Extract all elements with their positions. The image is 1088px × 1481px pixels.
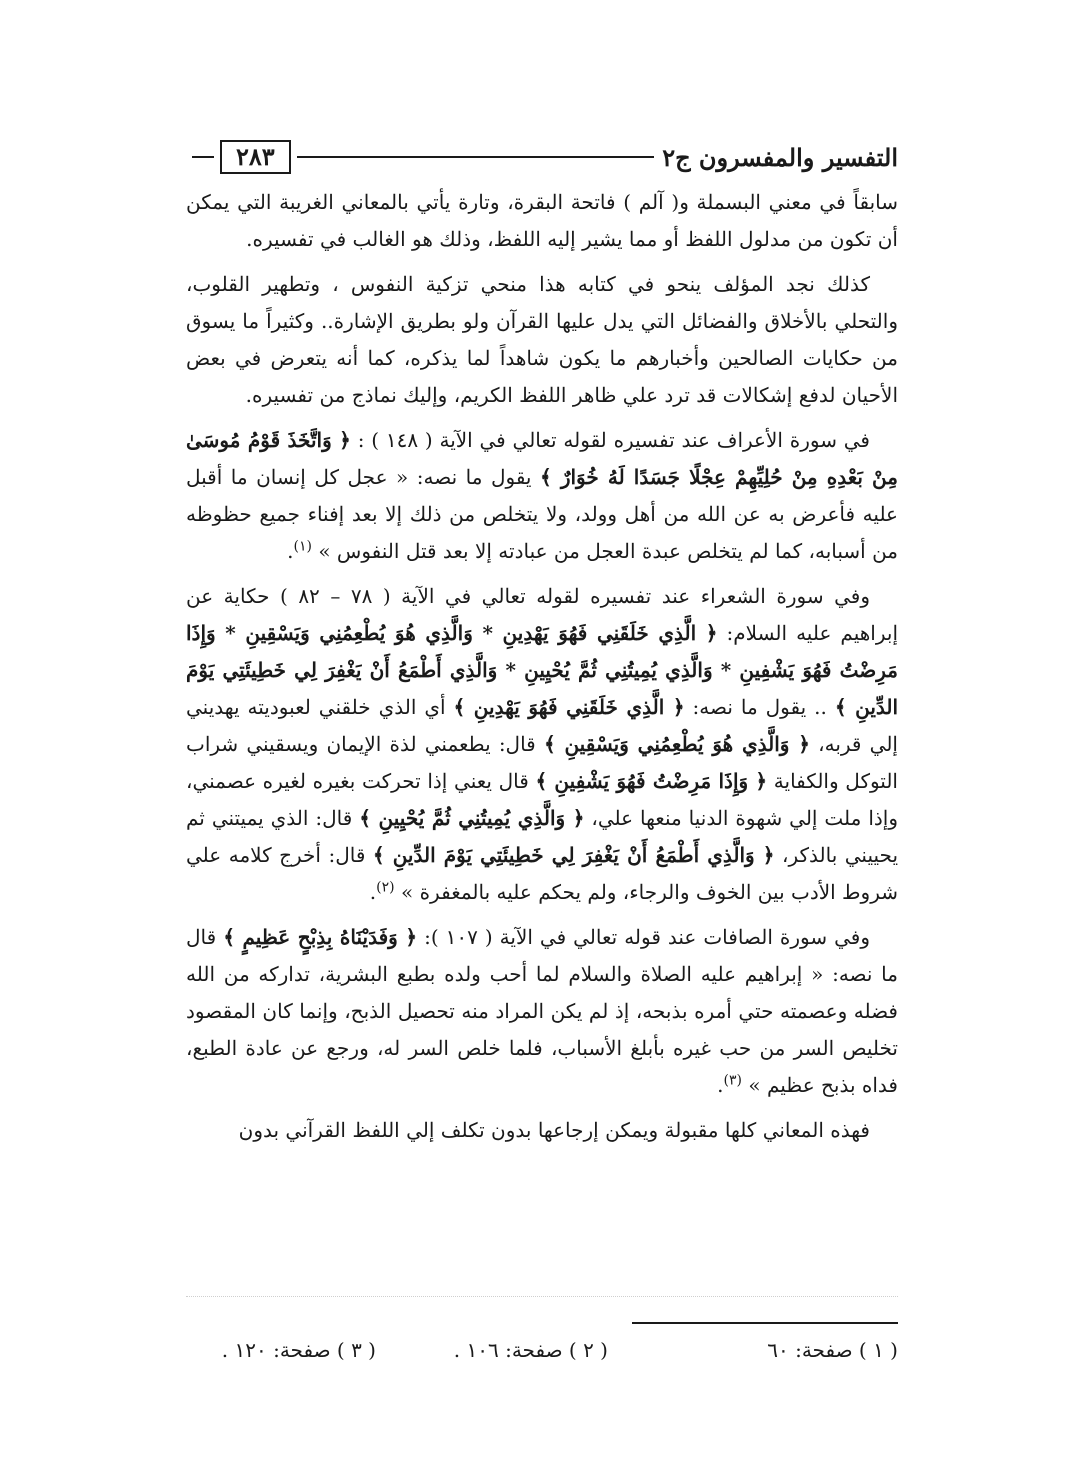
quran-verse: ﴿ الَّذِي خَلَقَنِي فَهُوَ يَهْدِينِ ﴾	[453, 695, 685, 719]
paragraph-5	[186, 919, 898, 1104]
text: وفي سورة الصافات عند قوله تعالي في الآية ( ١٠٧ ):	[424, 925, 871, 949]
footnote-separator	[632, 1322, 898, 1324]
page-number: ٢٨٣	[220, 140, 291, 174]
header-rule-right	[297, 156, 655, 158]
text: قال يعني إذا تحركت بغيره لغيره عصمني، وإذا ملت إلي شهوة الدنيا منعها علي،	[186, 769, 898, 830]
text: في سورة الأعراف عند تفسيره لقوله تعالي في الآية ( ١٤٨ ) :	[357, 428, 870, 452]
quran-verse: ﴿ وَالَّذِي يُمِيتُنِي ثُمَّ يُحْيِينِ ﴾	[359, 806, 585, 830]
text: .	[717, 1073, 724, 1097]
text: .	[369, 880, 377, 904]
paragraph-3	[186, 422, 898, 570]
header-rule-left	[192, 156, 214, 158]
quran-verse: ﴿ وَإِذَا مَرِضْتُ فَهُوَ يَشْفِينِ ﴾	[535, 769, 768, 793]
paragraph-1: سابقاً في معني البسملة و( آلم ) فاتحة البقرة، وتارة يأتي بالمعاني الغريبة التي يمكن أن تكون من مدلول اللفظ أو مما يشير إليه اللفظ، وذلك هو الغالب في تفسيره.	[186, 190, 898, 251]
text: .. يقول ما نصه:	[692, 695, 827, 719]
footnote-ref: (٣)	[723, 1072, 742, 1089]
footnote-ref: (١)	[293, 538, 312, 555]
paragraph-2: كذلك نجد المؤلف ينحو في كتابه هذا منحي تزكية النفوس ، وتطهير القلوب، والتحلي بالأخلاق والفضائل التي يدل عليها القرآن ولو بطريق الإشارة.. وكثيراً ما يسوق من حكايات الصالحين وأخبارهم ما يكون شاهداً لما يذكره، كما أنه يتعرض في بعض الأحيان لدفع إشكالات قد ترد علي ظاهر اللفظ الكريم، وإليك نماذج من تفسيره.	[186, 272, 898, 407]
footnote-ref: (٢)	[376, 879, 395, 896]
header-title: التفسير والمفسرون ج٢	[662, 142, 898, 172]
footnote-2: ( ٢ ) صفحة: ١٠٦ .	[453, 1338, 608, 1362]
body-text	[186, 184, 898, 1157]
footnotes	[186, 1338, 898, 1372]
quran-verse: ﴿ وَالَّذِي هُوَ يُطْعِمُنِي وَيَسْقِينِ ﴾	[543, 732, 810, 756]
text: قال: أخرج كلامه علي شروط الأدب بين الخوف والرجاء، ولم يحكم عليه بالمغفرة »	[186, 843, 898, 904]
text: قال: الذي يميتني ثم يحييني بالذكر،	[186, 806, 899, 867]
quran-verse: ﴿ الَّذِي خَلَقَنِي فَهُوَ يَهْدِينِ * وَالَّذِي هُوَ يُطْعِمُنِي وَيَسْقِينِ * وَإِذَا مَرِضْتُ فَهُوَ يَشْفِينِ * وَالَّذِي يُمِيتُنِي ثُمَّ يُحْيِينِ * وَالَّذِي أَطْمَعُ أَنْ يَغْفِرَ لِي خَطِيئَتِي يَوْمَ الدِّينِ ﴾	[186, 621, 899, 719]
quran-verse: ﴿ وَاتَّخَذَ قَوْمُ مُوسَىٰ مِنْ بَعْدِهِ مِنْ حُلِيِّهِمْ عِجْلًا جَسَدًا لَهُ خُوَارٌ ﴾	[186, 428, 898, 489]
text: .	[287, 539, 294, 563]
quran-verse: ﴿ وَفَدَيْنَاهُ بِذِبْحٍ عَظِيمٍ ﴾	[223, 925, 418, 949]
running-header	[186, 137, 898, 177]
quran-verse: ﴿ وَالَّذِي أَطْمَعُ أَنْ يَغْفِرَ لِي خَطِيئَتِي يَوْمَ الدِّينِ ﴾	[372, 843, 775, 867]
text: أي الذي خلقني لعبوديته يهديني إلي قربه،	[186, 695, 898, 756]
text: وفي سورة الشعراء عند تفسيره لقوله تعالي في الآية ( ٧٨ – ٨٢ ) حكاية عن إبراهيم عليه السلام:	[186, 584, 899, 645]
text: قال: يطعمني لذة الإيمان ويسقيني شراب التوكل والكفاية	[186, 732, 898, 793]
paragraph-4	[186, 578, 898, 911]
footnote-3: ( ٣ ) صفحة: ١٢٠ .	[221, 1338, 376, 1362]
bleed-through-line	[186, 1296, 898, 1297]
text: يقول ما نصه: « عجل كل إنسان ما أقبل عليه فأعرض به عن الله من أهل وولد، ولا يتخلص من ذلك إلا بعد إفناء جميع حظوظه من أسبابه، كما لم يتخلص عبدة العجل من عبادته إلا بعد قتل النفوس »	[186, 465, 898, 563]
footnote-1: ( ١ ) صفحة: ٦٠	[767, 1338, 898, 1362]
paragraph-6: فهذه المعاني كلها مقبولة ويمكن إرجاعها بدون تكلف إلي اللفظ القرآني بدون	[238, 1118, 870, 1142]
text: قال ما نصه: « إبراهيم عليه الصلاة والسلام لما أحب ولده بطبع البشرية، تداركه من الله فضله وعصمته حتي أمره بذبحه، إذ لم يكن المراد منه تحصيل الذبح، وإنما كان المقصود تخليص السر من حب غيره بأبلغ الأسباب، فلما خلص السر له، ورجع عن عادة الطبع، فداه بذبح عظيم »	[186, 925, 898, 1097]
